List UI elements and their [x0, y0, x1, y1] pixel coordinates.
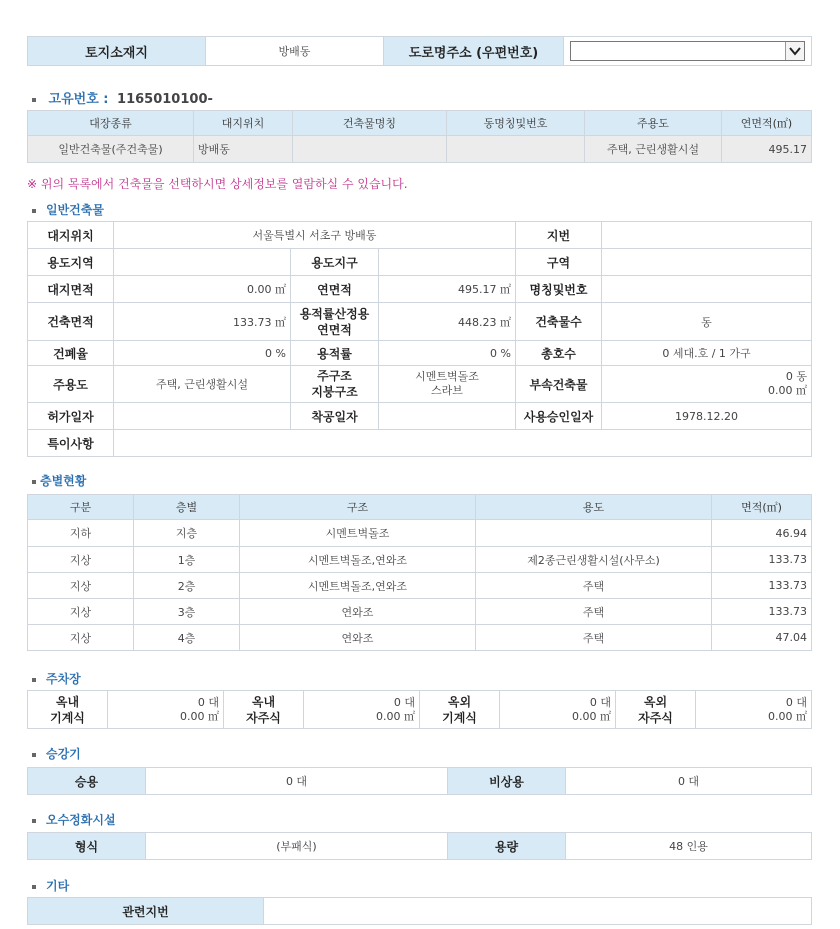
floors-cell: 주택: [476, 573, 712, 599]
parking-table: [27, 690, 812, 729]
bullet-icon: [32, 753, 36, 757]
floors-cell: 주택: [476, 625, 712, 651]
list-header: 대지위치: [194, 111, 293, 136]
name-value: [602, 276, 812, 303]
location-label: 토지소재지: [28, 37, 206, 66]
table-row: [28, 625, 812, 651]
parking-value: [108, 691, 224, 729]
sewage-capacity-value: 48 인용: [566, 833, 812, 860]
sewage-type-label: 형식: [28, 833, 146, 860]
parking-area: 0.00 ㎡: [180, 709, 219, 723]
building-list-row[interactable]: [28, 136, 812, 163]
far-area-label: 용적률산정용 연면적: [291, 303, 379, 341]
approval-value: 1978.12.20: [602, 403, 812, 430]
list-cell[interactable]: [447, 136, 585, 163]
name-label: 명칭및번호: [516, 276, 602, 303]
section-title-text: 주차장: [46, 672, 81, 686]
building-list-table: [27, 110, 812, 163]
total-area-label: 연면적: [291, 276, 379, 303]
zone-label: 용도지역: [28, 249, 114, 276]
section-title-text: 층별현황: [40, 474, 87, 488]
section-title-parking: [32, 670, 81, 687]
permit-value: [114, 403, 291, 430]
floors-header: 용도: [476, 495, 712, 520]
building-area-label: 건축면적: [28, 303, 114, 341]
zone-value: [114, 249, 291, 276]
section-title-text: 오수정화시설: [46, 813, 116, 827]
district-label: 용도지구: [291, 249, 379, 276]
floors-cell: 시멘트벽돌조: [240, 520, 476, 547]
bullet-icon: [32, 678, 36, 682]
bcr-value: 0 %: [114, 341, 291, 366]
annex-count: 0 동: [785, 370, 807, 383]
parking-area: 0.00 ㎡: [768, 709, 807, 723]
elevator-table: [27, 767, 812, 795]
section-title-general: [32, 201, 104, 218]
floors-cell: 1층: [134, 547, 240, 573]
floors-header: 구분: [28, 495, 134, 520]
floors-cell: 주택: [476, 599, 712, 625]
section-title-floors: [32, 472, 86, 489]
list-header: 주용도: [585, 111, 722, 136]
floors-cell: 지상: [28, 573, 134, 599]
annex-label: 부속건축물: [516, 366, 602, 403]
section-title-text: 기타: [46, 879, 70, 893]
site-area-value: 0.00 ㎡: [114, 276, 291, 303]
sewage-capacity-label: 용량: [448, 833, 566, 860]
road-address-select[interactable]: [570, 41, 805, 61]
start-value: [379, 403, 516, 430]
structure-label: 주구조 지붕구조: [291, 366, 379, 403]
remarks-value: [114, 430, 812, 457]
section-title-text: 승강기: [46, 747, 81, 761]
floors-cell: 46.94: [712, 520, 812, 547]
parking-count: 0 대: [197, 695, 219, 709]
building-count-label: 건축물수: [516, 303, 602, 341]
unique-number-label: 고유번호 :: [48, 92, 109, 107]
elevator-emergency-value: 0 대: [566, 768, 812, 795]
structure-value: 시멘트벽돌조 스라브: [379, 366, 516, 403]
section-title-elevator: [32, 745, 81, 762]
list-header: 건축물명칭: [293, 111, 447, 136]
far-label: 용적률: [291, 341, 379, 366]
parking-count: 0 대: [589, 695, 611, 709]
site-location-label: 대지위치: [28, 222, 114, 249]
annex-value: [602, 366, 812, 403]
list-header: 연면적(㎡): [722, 111, 812, 136]
floors-header: 면적(㎡): [712, 495, 812, 520]
chevron-down-icon[interactable]: [785, 42, 804, 60]
section-title-text: 일반건축물: [46, 203, 104, 217]
list-cell[interactable]: 495.17: [722, 136, 812, 163]
start-label: 착공일자: [291, 403, 379, 430]
floors-cell: 제2종근린생활시설(사무소): [476, 547, 712, 573]
far-area-value: 448.23 ㎡: [379, 303, 516, 341]
floors-cell: 47.04: [712, 625, 812, 651]
floors-cell: 연와조: [240, 625, 476, 651]
list-cell[interactable]: 방배동: [194, 136, 293, 163]
floors-cell: 133.73: [712, 547, 812, 573]
list-cell[interactable]: 주택, 근린생활시설: [585, 136, 722, 163]
list-header: 동명칭및번호: [447, 111, 585, 136]
bullet-icon: [32, 885, 36, 889]
floors-cell: 시멘트벽돌조,연와조: [240, 547, 476, 573]
table-row: [28, 599, 812, 625]
floors-cell: 지상: [28, 547, 134, 573]
floors-cell: 2층: [134, 573, 240, 599]
table-row: [28, 573, 812, 599]
floors-cell: 4층: [134, 625, 240, 651]
floors-cell: 시멘트벽돌조,연와조: [240, 573, 476, 599]
units-value: 0 세대.호 / 1 가구: [602, 341, 812, 366]
parking-area: 0.00 ㎡: [376, 709, 415, 723]
area-label: 구역: [516, 249, 602, 276]
main-use-label: 주용도: [28, 366, 114, 403]
floors-cell: 3층: [134, 599, 240, 625]
section-title-etc: [32, 877, 69, 894]
list-cell[interactable]: [293, 136, 447, 163]
parking-area: 0.00 ㎡: [572, 709, 611, 723]
main-use-value: 주택, 근린생활시설: [114, 366, 291, 403]
floors-header: 층별: [134, 495, 240, 520]
table-row: [28, 547, 812, 573]
elevator-passenger-label: 승용: [28, 768, 146, 795]
parking-label: 옥외 자주식: [616, 691, 696, 729]
elevator-emergency-label: 비상용: [448, 768, 566, 795]
parking-value: [500, 691, 616, 729]
parking-count: 0 대: [393, 695, 415, 709]
elevator-passenger-value: 0 대: [146, 768, 448, 795]
units-label: 총호수: [516, 341, 602, 366]
building-count-value: 동: [602, 303, 812, 341]
bullet-icon: [32, 98, 36, 102]
bullet-icon: [32, 819, 36, 823]
floors-table: [27, 494, 812, 651]
etc-table: [27, 897, 812, 925]
parking-label: 옥내 기계식: [28, 691, 108, 729]
road-address-select-cell: [564, 37, 812, 66]
parking-label: 옥내 자주식: [224, 691, 304, 729]
location-table: [27, 36, 812, 66]
floors-cell: 지상: [28, 599, 134, 625]
bcr-label: 건폐율: [28, 341, 114, 366]
site-location-value: 서울특별시 서초구 방배동: [114, 222, 516, 249]
parking-count: 0 대: [785, 695, 807, 709]
parking-value: [304, 691, 420, 729]
building-area-value: 133.73 ㎡: [114, 303, 291, 341]
total-area-value: 495.17 ㎡: [379, 276, 516, 303]
approval-label: 사용승인일자: [516, 403, 602, 430]
location-value: 방배동: [206, 37, 384, 66]
site-area-label: 대지면적: [28, 276, 114, 303]
area-value: [602, 249, 812, 276]
road-address-label: 도로명주소 (우편번호): [384, 37, 564, 66]
floors-cell: 연와조: [240, 599, 476, 625]
annex-area: 0.00 ㎡: [768, 384, 807, 397]
floors-cell: 지상: [28, 625, 134, 651]
list-cell[interactable]: 일반건축물(주건축물): [28, 136, 194, 163]
floors-cell: 133.73: [712, 573, 812, 599]
sewage-type-value: (부패식): [146, 833, 448, 860]
district-value: [379, 249, 516, 276]
floors-header: 구조: [240, 495, 476, 520]
remarks-label: 특이사항: [28, 430, 114, 457]
related-lot-label: 관련지번: [28, 898, 264, 925]
list-header: 대장종류: [28, 111, 194, 136]
floors-cell: 지하: [28, 520, 134, 547]
sewage-table: [27, 832, 812, 860]
floors-cell: 지층: [134, 520, 240, 547]
permit-label: 허가일자: [28, 403, 114, 430]
far-value: 0 %: [379, 341, 516, 366]
bullet-icon: [32, 480, 36, 484]
related-lot-value: [264, 898, 812, 925]
lot-label: 지번: [516, 222, 602, 249]
section-title-sewage: [32, 811, 116, 828]
floors-cell: [476, 520, 712, 547]
lot-value: [602, 222, 812, 249]
notice-text: ※ 위의 목록에서 건축물을 선택하시면 상세정보를 열람하실 수 있습니다.: [27, 177, 408, 191]
table-row: [28, 520, 812, 547]
unique-number: [32, 88, 213, 107]
general-table: [27, 221, 812, 457]
floors-cell: 133.73: [712, 599, 812, 625]
bullet-icon: [32, 209, 36, 213]
unique-number-value: 1165010100-: [117, 92, 213, 107]
parking-value: [696, 691, 812, 729]
parking-label: 옥외 기계식: [420, 691, 500, 729]
